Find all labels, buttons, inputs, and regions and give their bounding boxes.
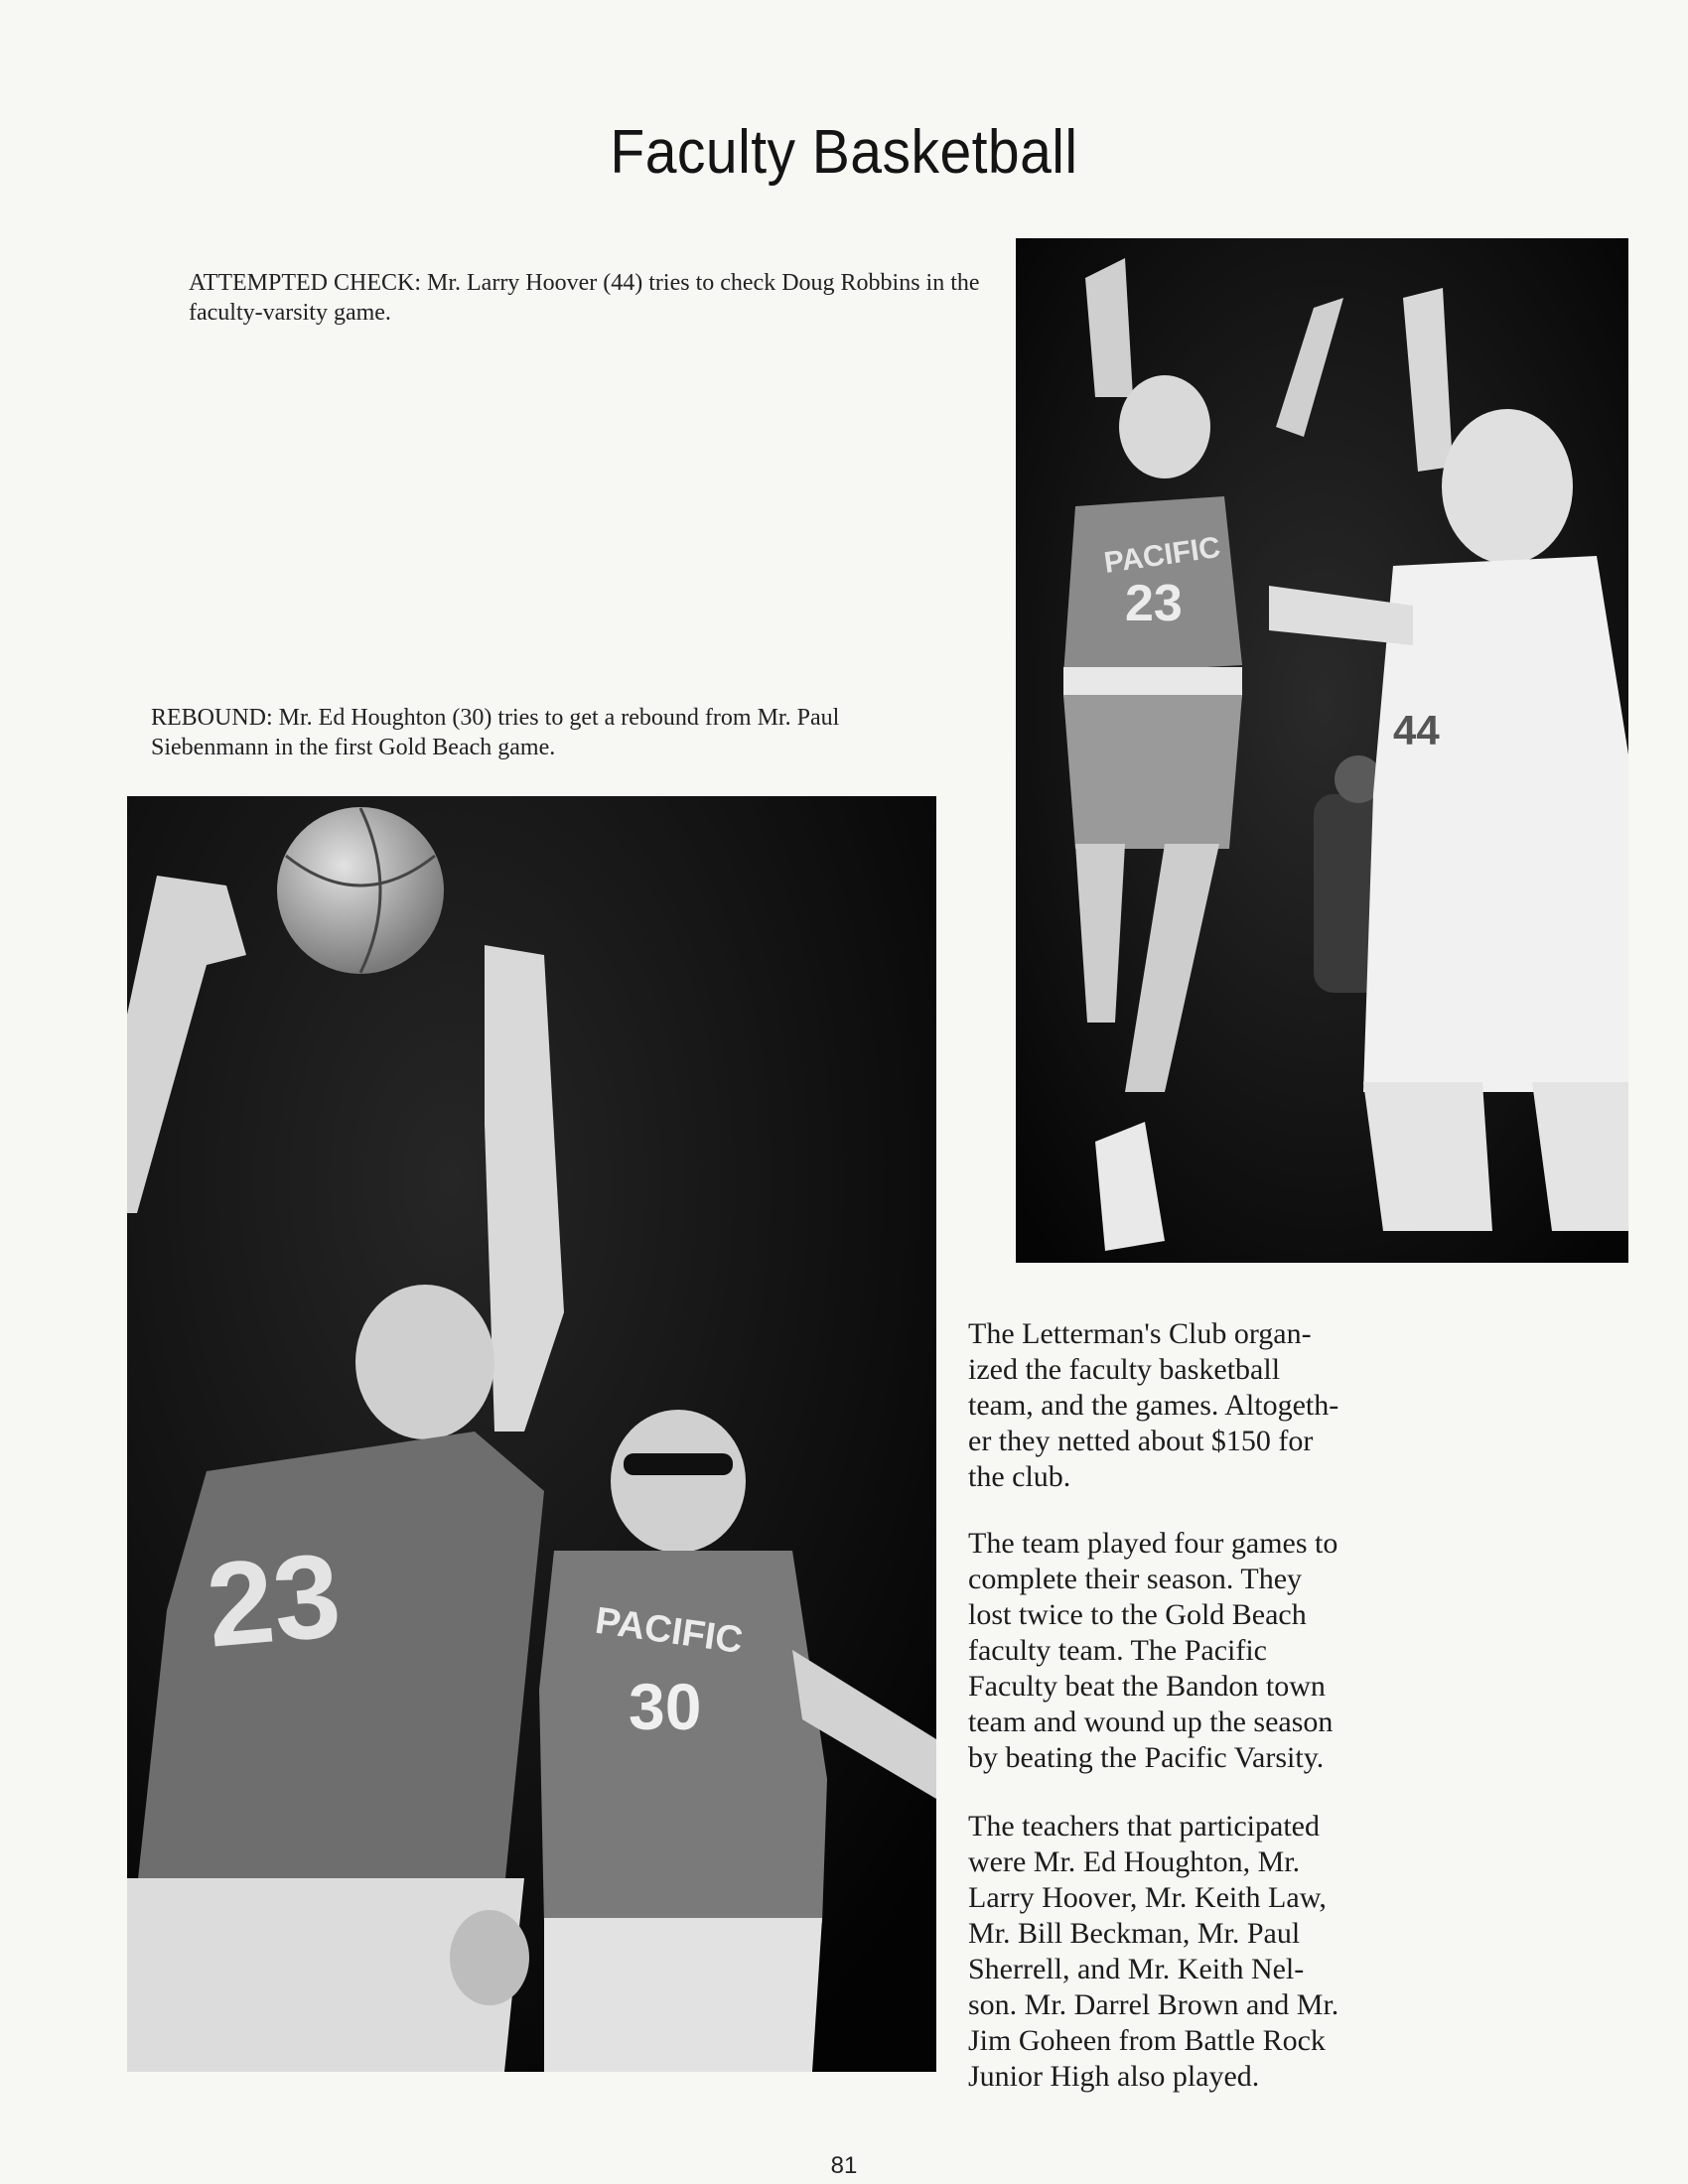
page-title: Faculty Basketball [610, 118, 1078, 187]
photo-caption-attempted-check: ATTEMPTED CHECK: Mr. Larry Hoover (44) tries to check Doug Robbins in the faculty-varsity game. [189, 270, 980, 326]
body-paragraph-season: The team played four games to complete their season. They lost twice to the Gold Beach faculty team. The Pacific Faculty beat the Bandon town team and wound up the season by beating the Pacific Varsity. [968, 1527, 1338, 1774]
body-paragraph-letterman-club: The Letterman's Club organ- ized the faculty basketball team, and the games. Altogeth- er they netted about $150 for the club. [968, 1317, 1339, 1493]
page-number: 81 [830, 2152, 858, 2179]
body-paragraph-participants: The teachers that participated were Mr. Ed Houghton, Mr. Larry Hoover, Mr. Keith Law, Mr. Bill Beckman, Mr. Paul Sherrell, and Mr. Keith Nel- son. Mr. Darrel Brown and Mr. Jim Goheen from Battle Rock Junior High also played. [968, 1810, 1339, 2093]
photo2-jersey-number-23: 23 [202, 1528, 346, 1673]
photo-caption-rebound: REBOUND: Mr. Ed Houghton (30) tries to get a rebound from Mr. Paul Siebenmann in the first Gold Beach game. [151, 705, 840, 760]
photo2-jersey-team: PACIFIC [592, 1599, 746, 1663]
photo-rebound [127, 796, 936, 2072]
photo-attempted-check [1016, 238, 1628, 1263]
photo1-jersey-number-44: 44 [1393, 707, 1440, 753]
photo1-jersey-number-23: 23 [1125, 575, 1183, 632]
photo2-jersey-number-30: 30 [629, 1670, 702, 1743]
photo1-jersey-team: PACIFIC [1101, 530, 1223, 580]
